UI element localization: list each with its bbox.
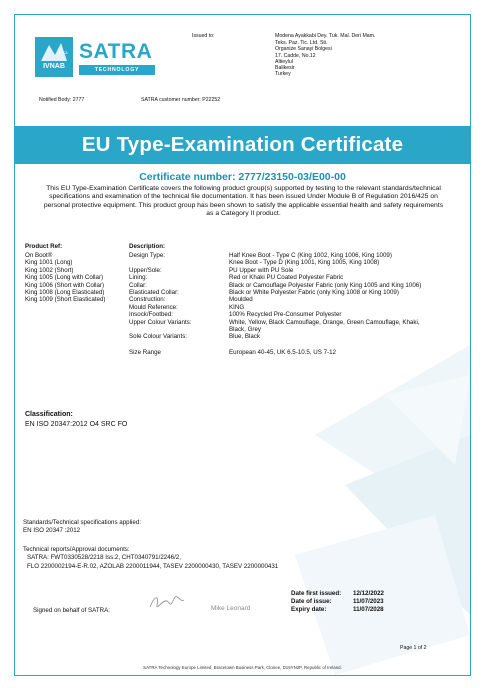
desc-label: Upper/Sole: bbox=[129, 266, 162, 274]
list-item: King 1002 (Short) bbox=[25, 266, 74, 274]
address-line: Modena Ayakkabi Dey. Tuk. Mal. Deri Mam. bbox=[275, 33, 376, 39]
desc-label: Size Range bbox=[129, 349, 161, 357]
footer-address: SATRA Technology Europe Limited, Bracetown Business Park, Clonee, D15YN2P, Republic of Ireland. bbox=[143, 665, 342, 670]
desc-value: Knee Boot - Type D (King 1001, King 1005, King 1008) bbox=[229, 259, 380, 267]
desc-label: Sole Colour Variants: bbox=[129, 333, 188, 341]
certificate-number: Certificate number: 2777/23150-03/E00-00 bbox=[139, 171, 346, 183]
desc-label bbox=[129, 259, 191, 266]
standards-heading: Standards/Technical specifications applied: bbox=[23, 519, 141, 526]
desc-label bbox=[129, 341, 191, 348]
date-first-issued-label: Date first issued: bbox=[291, 590, 342, 597]
date-first-issued: 12/12/2022 bbox=[353, 590, 384, 597]
list-item: King 1001 (Long) bbox=[25, 259, 73, 267]
desc-value: Moulded bbox=[229, 296, 253, 304]
desc-value: European 40-45, UK 6.5-10.5, US 7-12 bbox=[229, 349, 336, 357]
desc-label: Construction: bbox=[129, 296, 166, 304]
desc-value: PU Upper with PU Sole bbox=[229, 266, 294, 274]
notified-body: Notified Body: 2777 bbox=[39, 97, 85, 103]
product-ref-heading: Product Ref: bbox=[25, 243, 63, 250]
desc-label: Mould Reference: bbox=[129, 303, 178, 311]
reports-line-2: FLO 2200002194-E-R.02, AZOLAB 2200011944, TASEV 2200000430, TASEV 2200000431 bbox=[27, 563, 279, 570]
intro-paragraph: This EU Type-Examination Certificate covers the following product group(s) supported by testing to the relevant standards/technical specifications and examination of the technical file documentation. It has been issued Under Module B of Regulation 2016/425 on personal protective equipment. This product group has been shown to satisfy the applicable essential health and safety requirements as a Category II product. bbox=[43, 185, 444, 217]
page-number: Page 1 of 2 bbox=[400, 645, 427, 651]
signatory-name: Mike Leonard bbox=[211, 605, 251, 612]
list-item: On Boot® bbox=[25, 252, 53, 259]
issued-to-address bbox=[275, 33, 375, 77]
list-item: King 1009 (Short Elasticated) bbox=[25, 296, 106, 304]
satra-logo: SATRA bbox=[79, 40, 153, 63]
desc-label: Upper Colour Variants: bbox=[129, 318, 192, 326]
desc-value: Blue, Black bbox=[229, 333, 260, 341]
list-item: King 1008 (Long Elasticated) bbox=[25, 289, 105, 297]
desc-label: Collar: bbox=[129, 281, 147, 289]
product-ref-list bbox=[25, 252, 105, 304]
desc-value: KING bbox=[229, 303, 245, 311]
desc-label bbox=[129, 326, 191, 333]
desc-value: Black or White Polyester Fabric (only King 1008 or King 1009) bbox=[229, 289, 399, 297]
signature-scribble bbox=[147, 591, 187, 613]
desc-value bbox=[229, 341, 421, 348]
desc-value: White, Yellow, Black Camouflage, Orange, Green Camouflage, Khaki, bbox=[229, 318, 420, 326]
certificate-title: EU Type-Examination Certificate bbox=[15, 126, 470, 164]
badge-small-text: UK CA bbox=[57, 51, 68, 55]
signed-on-behalf: Signed on behalf of SATRA: bbox=[33, 607, 110, 614]
desc-label: Insock/Footbed: bbox=[129, 311, 174, 319]
reports-line-1: SATRA: FWT0330528/2218 Iss.2, CHT0340791/2246/2, bbox=[27, 554, 181, 561]
address-line: Teks. Paz. Tic. Ltd. Sti. bbox=[275, 40, 328, 47]
desc-label: Design Type: bbox=[129, 252, 166, 259]
date-of-issue-label: Date of issue: bbox=[291, 598, 332, 605]
customer-number: SATRA customer number: P22252 bbox=[141, 97, 221, 103]
reports-heading: Technical reports/Approval documents: bbox=[23, 546, 130, 553]
desc-value: Black, Grey bbox=[229, 326, 261, 334]
desc-value: Half Knee Boot - Type C (King 1002, King 1006, King 1009) bbox=[229, 252, 392, 259]
desc-label: Lining: bbox=[129, 274, 148, 282]
description-values bbox=[229, 252, 421, 357]
address-line: Turkey bbox=[275, 71, 291, 78]
ivnab-badge bbox=[35, 37, 73, 77]
classification-value: EN ISO 20347:2012 O4 SRC FO bbox=[25, 421, 128, 428]
date-of-issue: 11/07/2023 bbox=[353, 598, 384, 605]
address-line: Balikesir bbox=[275, 65, 295, 72]
standards-value: EN ISO 20347 :2012 bbox=[23, 527, 81, 534]
list-item: King 1005 (Long with Collar) bbox=[25, 274, 104, 282]
desc-value: 100% Recycled Pre-Consumer Polyester bbox=[229, 311, 342, 319]
address-line: Altieylul bbox=[275, 58, 293, 65]
desc-value: Red or Khaki PU Coated Polyester Fabric bbox=[229, 274, 344, 282]
satra-logo-subtext: TECHNOLOGY bbox=[79, 65, 155, 75]
description-labels bbox=[129, 252, 191, 357]
expiry-date-label: Expiry date: bbox=[291, 606, 327, 613]
certificate-page bbox=[14, 14, 471, 676]
list-item: King 1006 (Short with Collar) bbox=[25, 281, 105, 289]
expiry-date: 11/07/2028 bbox=[353, 606, 384, 613]
badge-text: IVNAB bbox=[43, 63, 65, 70]
classification-heading: Classification: bbox=[25, 411, 73, 418]
issued-to-label: Issued to: bbox=[192, 33, 215, 39]
address-line: 17. Cadde, No.12 bbox=[275, 52, 316, 59]
address-line: Organize Sanayi Bolgesi bbox=[275, 46, 332, 53]
description-heading: Description: bbox=[129, 243, 166, 250]
desc-value: Black or Camouflage Polyester Fabric (only King 1005 and King 1006) bbox=[229, 281, 422, 289]
desc-label: Elasticated Collar: bbox=[129, 289, 179, 297]
